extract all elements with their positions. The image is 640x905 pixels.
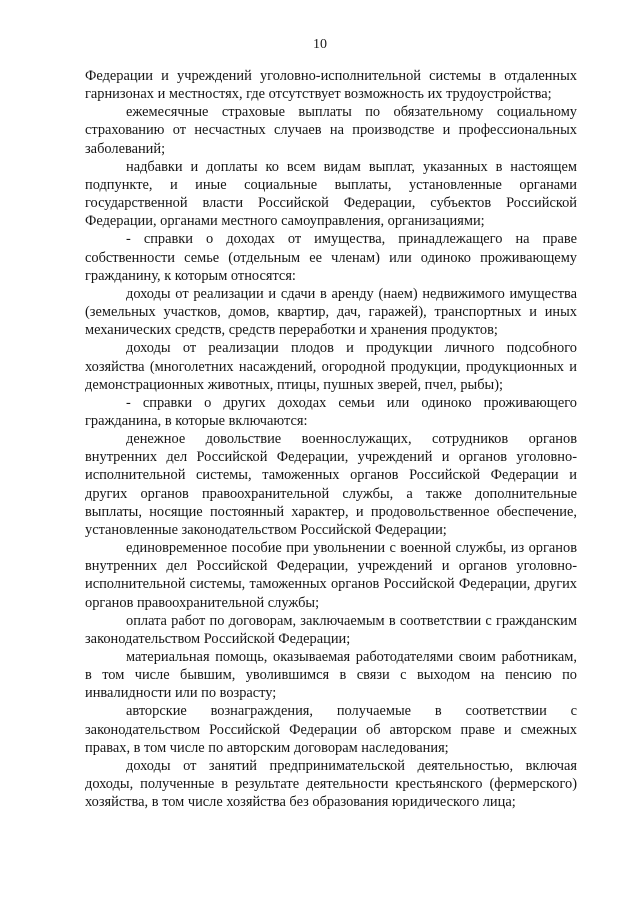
- paragraph-material-assistance: материальная помощь, оказываемая работодателями своим работникам, в том числе бывшим, уволившимся в связи с выходом на пенсию по инвалидности или по возрасту;: [85, 649, 577, 702]
- document-body: [85, 67, 577, 811]
- paragraph-military-allowance: денежное довольствие военнослужащих, сотрудников органов внутренних дел Российской Федерации, учреждений и органов уголовно-исполнительной системы, таможенных органов Российской Федерации и других органов правоохранительной службы, а также дополнительные выплаты, носящие постоянный характер, и продовольственное обеспечение, установленные законодательством Российской Федерации;: [85, 431, 577, 538]
- paragraph-author-fees: авторские вознаграждения, получаемые в соответствии с законодательством Российской Федерации об авторском праве и смежных правах, в том числе по авторским договорам наследования;: [85, 703, 577, 756]
- paragraph-other-income-certificate: - справки о других доходах семьи или одиноко проживающего гражданина, в которые включаются:: [85, 394, 577, 429]
- paragraph-insurance-payments: ежемесячные страховые выплаты по обязательному социальному страхованию от несчастных случаев на производстве и профессиональных заболеваний;: [85, 104, 577, 157]
- paragraph-continuation: Федерации и учреждений уголовно-исполнительной системы в отдаленных гарнизонах и местностях, где отсутствует возможность их трудоустройства;: [85, 68, 577, 103]
- paragraph-property-income-certificate: - справки о доходах от имущества, принадлежащего на праве собственности семье (отдельным ее членам) или одиноко проживающему гражданину, к которым относятся:: [85, 231, 577, 284]
- paragraph-contract-payments: оплата работ по договорам, заключаемым в соответствии с гражданским законодательством Российской Федерации;: [85, 612, 577, 647]
- paragraph-farm-income: доходы от реализации плодов и продукции личного подсобного хозяйства (многолетних насаждений, огородной продукции, продукционных и демонстрационных животных, птицы, пушных зверей, пчел, рыбы);: [85, 340, 577, 393]
- paragraph-severance-benefit: единовременное пособие при увольнении с военной службы, из органов внутренних дел Российской Федерации, учреждений и органов уголовно-исполнительной системы, таможенных органов Российской Федерации, других органов правоохранительной службы;: [85, 540, 577, 611]
- paragraph-business-income: доходы от занятий предпринимательской деятельностью, включая доходы, полученные в результате деятельности крестьянского (фермерского) хозяйства, в том числе хозяйства без образования юридического лица;: [85, 757, 577, 811]
- paragraph-real-estate-income: доходы от реализации и сдачи в аренду (наем) недвижимого имущества (земельных участков, домов, квартир, дач, гаражей), транспортных и иных механических средств, средств переработки и хранения продуктов;: [85, 285, 577, 339]
- page-number: 10: [313, 37, 327, 52]
- paragraph-allowances: надбавки и доплаты ко всем видам выплат, указанных в настоящем подпункте, и иные социальные выплаты, установленные органами государственной власти Российской Федерации, субъектов Российской Федерации, органами местного самоуправления, организациями;: [85, 158, 577, 230]
